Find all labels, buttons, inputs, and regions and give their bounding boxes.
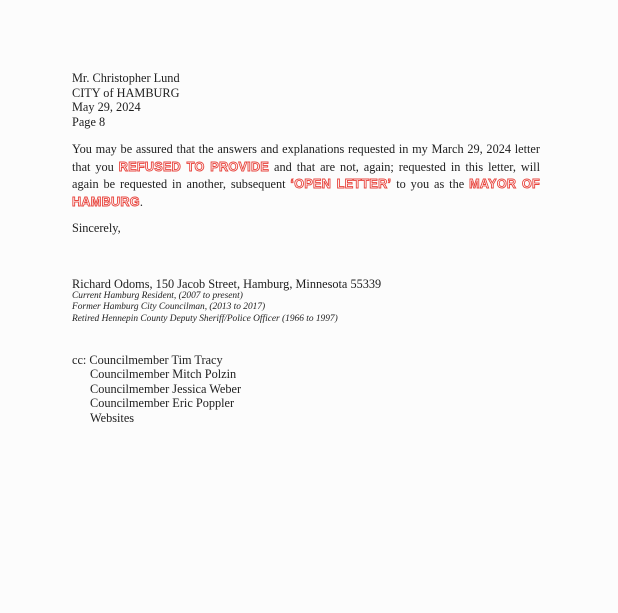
body-text: that you [72,159,114,174]
open-letter-highlight: ‘OPEN LETTER’ [290,177,392,192]
recipient-name: Mr. Christopher Lund [72,71,180,85]
hamburg-highlight: HAMBURG [72,194,140,209]
cc-recipient: Councilmember Tim Tracy [89,353,223,367]
letter-header [72,71,180,129]
signature-block [72,277,381,325]
signer-name-address: Richard Odoms, 150 Jacob Street, Hamburg, Minnesota 55339 [72,277,382,291]
body-text: You may be assured that the answers and explanations requested in my March 29, 2024 letter [72,142,540,156]
body-text: to you as the [396,177,465,192]
signer-title-3: Retired Hennepin County Deputy Sheriff/Police Officer (1966 to 1997) [72,313,338,324]
body-line-4 [72,194,540,212]
cc-recipient: Councilmember Mitch Polzin [90,367,237,382]
mayor-of-highlight: MAYOR OF [469,177,541,192]
body-paragraph [72,141,540,211]
body-line-1 [72,141,540,159]
body-text: again be requested in another, subsequent [72,177,286,192]
body-text: . [139,194,143,209]
body-line-3 [72,176,540,194]
letter-date: May 29, 2024 [72,100,141,115]
closing: Sincerely, [72,221,121,235]
refused-to-provide-highlight: REFUSED TO PROVIDE [118,159,270,174]
cc-list [72,353,241,425]
cc-recipient: Websites [90,410,135,425]
body-line-2 [72,159,540,177]
cc-first-row [72,353,241,367]
cc-recipient: Councilmember Eric Poppler [90,396,235,411]
page-number: Page 8 [72,114,106,129]
cc-label: cc: [72,353,87,367]
cc-recipient: Councilmember Jessica Weber [90,381,242,396]
body-text: and that are not, again; requested in this letter, will [274,159,540,174]
recipient-organization: CITY of HAMBURG [72,85,180,100]
signer-title-2: Former Hamburg City Councilman, (2013 to 2017) [72,302,266,313]
signer-title-1: Current Hamburg Resident, (2007 to present) [72,291,243,301]
